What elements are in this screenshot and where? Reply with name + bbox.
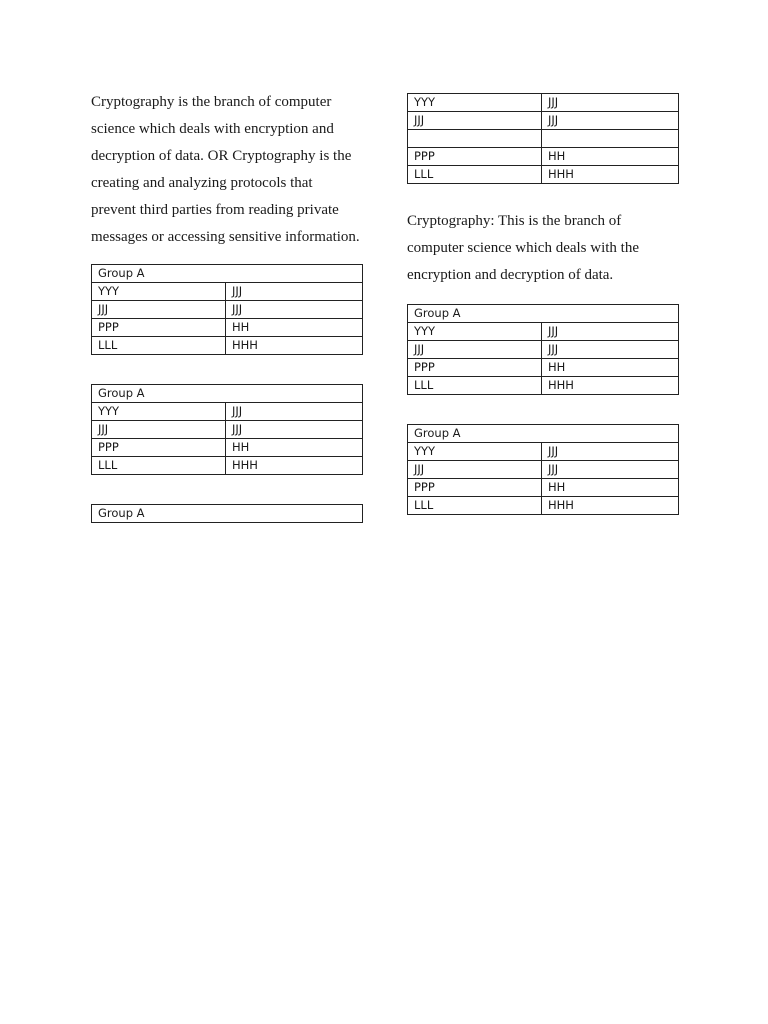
table-cell: PPP — [92, 319, 226, 337]
table-cell: JJJ — [226, 421, 363, 439]
left-table-3 — [91, 504, 363, 523]
left-table-2 — [91, 384, 363, 475]
table-cell: HH — [542, 479, 679, 497]
table-header: Group A — [408, 305, 679, 323]
right-table-2 — [407, 424, 679, 515]
table-row — [408, 148, 679, 166]
table-cell: LLL — [408, 377, 542, 395]
table-cell: HH — [542, 359, 679, 377]
table-cell: HHH — [542, 166, 679, 184]
table-cell: PPP — [92, 439, 226, 457]
table-row — [408, 341, 679, 359]
table-row — [408, 461, 679, 479]
table-cell — [408, 130, 542, 148]
table-cell: HHH — [542, 497, 679, 515]
paragraph-line: creating and analyzing protocols that — [91, 175, 313, 191]
table-cell: JJJ — [408, 112, 542, 130]
table-row — [408, 359, 679, 377]
paragraph-line: science which deals with encryption and — [91, 121, 334, 137]
table-row — [408, 443, 679, 461]
table-cell: JJJ — [542, 112, 679, 130]
table-row — [92, 337, 363, 355]
right-paragraph — [407, 208, 687, 289]
table-cell: HHH — [226, 457, 363, 475]
table-cell: LLL — [92, 457, 226, 475]
table-cell: JJJ — [542, 94, 679, 112]
table-cell: JJJ — [542, 443, 679, 461]
table-header: Group A — [92, 385, 363, 403]
table-row — [92, 439, 363, 457]
table-header: Group A — [408, 425, 679, 443]
table-header-row — [408, 305, 679, 323]
table-cell: JJJ — [542, 323, 679, 341]
table-cell: YYY — [408, 94, 542, 112]
table-cell: JJJ — [92, 421, 226, 439]
table-row — [408, 130, 679, 148]
table-row — [92, 403, 363, 421]
table-header-row — [92, 385, 363, 403]
table-cell: LLL — [92, 337, 226, 355]
paragraph-line: computer science which deals with the — [407, 240, 640, 256]
table-row — [92, 457, 363, 475]
table-row — [408, 166, 679, 184]
paragraph-line: decryption of data. OR Cryptography is the — [91, 148, 352, 164]
table-row — [92, 283, 363, 301]
table-cell: JJJ — [92, 301, 226, 319]
table-cell: YYY — [408, 443, 542, 461]
left-table-1 — [91, 264, 363, 355]
table-cell: HHH — [226, 337, 363, 355]
table-cell: PPP — [408, 359, 542, 377]
table-cell: JJJ — [226, 301, 363, 319]
right-table-1 — [407, 304, 679, 395]
table-row — [92, 301, 363, 319]
table-header: Group A — [92, 265, 363, 283]
paragraph-line: Cryptography is the branch of computer — [91, 94, 332, 110]
paragraph-line: Cryptography: This is the branch of — [407, 213, 622, 229]
table-cell: PPP — [408, 148, 542, 166]
table-cell: JJJ — [226, 283, 363, 301]
table-cell: JJJ — [226, 403, 363, 421]
table-cell: JJJ — [542, 461, 679, 479]
table-cell — [542, 130, 679, 148]
table-cell: LLL — [408, 166, 542, 184]
table-cell: YYY — [408, 323, 542, 341]
table-row — [408, 479, 679, 497]
paragraph-line: encryption and decryption of data. — [407, 267, 614, 283]
table-row — [408, 377, 679, 395]
table-cell: HH — [226, 439, 363, 457]
paragraph-line: prevent third parties from reading private — [91, 202, 339, 218]
table-row — [408, 94, 679, 112]
table-cell: HH — [542, 148, 679, 166]
table-cell: HH — [226, 319, 363, 337]
table-cell: JJJ — [542, 341, 679, 359]
table-row — [92, 319, 363, 337]
table-row — [408, 497, 679, 515]
table-header: Group A — [92, 505, 363, 523]
table-cell: HHH — [542, 377, 679, 395]
table-cell: LLL — [408, 497, 542, 515]
table-header-row — [92, 265, 363, 283]
table-cell: YYY — [92, 403, 226, 421]
table-header-row — [92, 505, 363, 523]
right-table-top — [407, 93, 679, 184]
table-cell: PPP — [408, 479, 542, 497]
paragraph-line: messages or accessing sensitive information. — [91, 229, 360, 245]
table-cell: JJJ — [408, 341, 542, 359]
table-cell: YYY — [92, 283, 226, 301]
table-header-row — [408, 425, 679, 443]
left-paragraph — [91, 89, 371, 251]
table-row — [92, 421, 363, 439]
table-cell: JJJ — [408, 461, 542, 479]
table-row — [408, 323, 679, 341]
table-row — [408, 112, 679, 130]
